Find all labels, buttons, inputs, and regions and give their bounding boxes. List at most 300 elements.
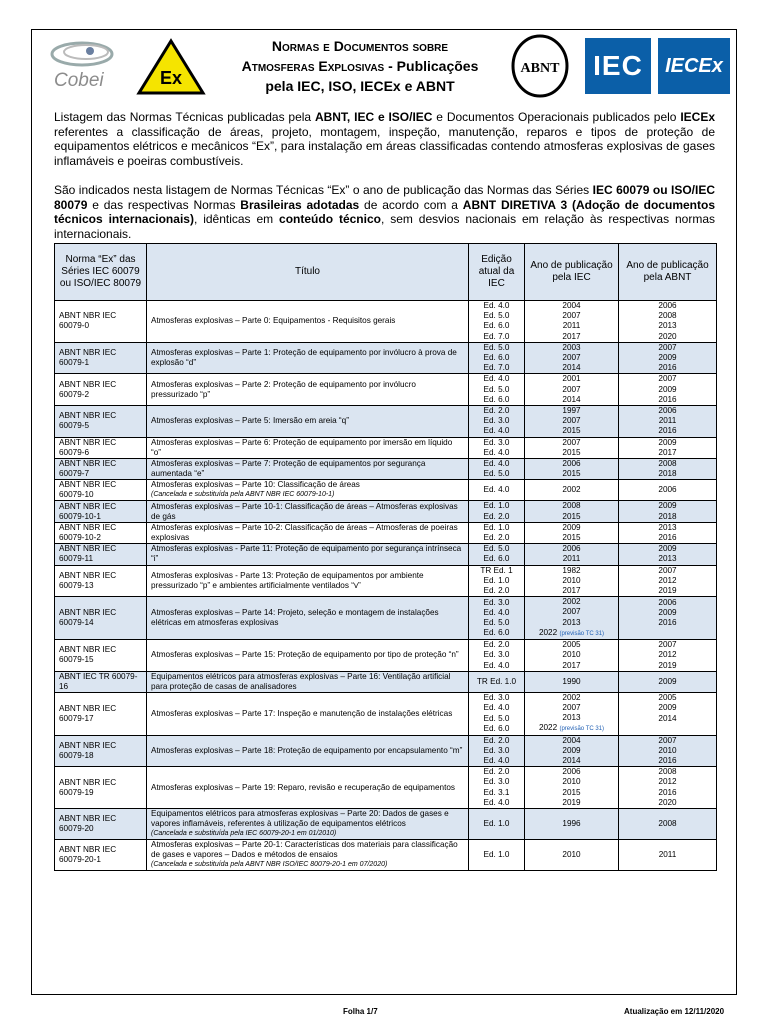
cell-ano-iec	[525, 735, 619, 767]
cell-edicao-value	[473, 618, 520, 628]
cell-norma: ABNT NBR IEC 60079-10	[55, 480, 147, 501]
cell-ano-abnt-text: 2020	[658, 331, 677, 341]
cell-ano-abnt-value	[623, 566, 712, 576]
cell-ano-iec-text: 2015	[562, 533, 581, 543]
cell-ano-abnt-value	[623, 523, 712, 533]
cell-edicao-value	[473, 661, 520, 671]
cell-ano-abnt-text: 2006	[658, 597, 677, 607]
cell-ano-abnt-text: 2008	[658, 459, 677, 469]
cell-edicao-value	[473, 798, 520, 808]
header-edicao: Edição atual da IEC	[469, 244, 525, 301]
cell-ano-abnt-text: 2009	[658, 544, 677, 554]
cell-ano-iec-value	[529, 693, 614, 703]
cell-titulo	[147, 406, 469, 438]
table-row	[55, 640, 717, 672]
ex-warning-logo	[136, 38, 206, 96]
cell-ano-iec-value	[529, 777, 614, 787]
cell-ano-iec-value	[529, 544, 614, 554]
cell-ano-abnt	[619, 522, 717, 543]
cell-edicao-text: Ed. 6.0	[483, 723, 510, 733]
cell-titulo	[147, 374, 469, 406]
cell-edicao-value	[473, 736, 520, 746]
cell-edicao-text: Ed. 2.0	[483, 533, 510, 543]
cell-ano-abnt-value	[623, 756, 712, 766]
cell-ano-iec-value	[529, 736, 614, 746]
cell-ano-abnt-value	[623, 385, 712, 395]
cell-ano-iec-value	[529, 850, 614, 860]
cell-ano-abnt-value	[623, 628, 712, 638]
cell-edicao-text: Ed. 3.0	[483, 693, 510, 703]
cell-ano-iec-text: 2015	[562, 469, 581, 479]
cell-ano-iec-text: 2022	[538, 723, 558, 733]
cell-ano-abnt-value	[623, 598, 712, 608]
cell-edicao-text: Ed. 5.0	[483, 469, 510, 479]
table-row	[55, 374, 717, 406]
cell-ano-abnt-text: 2018	[658, 469, 677, 479]
cell-ano-abnt	[619, 692, 717, 735]
cell-ano-iec-value	[529, 459, 614, 469]
cell-edicao-value	[473, 746, 520, 756]
cell-ano-abnt-value	[623, 767, 712, 777]
cell-ano-abnt-value	[623, 777, 712, 787]
cell-ano-iec-value	[529, 788, 614, 798]
cell-edicao-text: Ed. 3.1	[483, 787, 510, 797]
cell-ano-iec-text: 2013	[562, 617, 581, 627]
cell-ano-abnt-text: 2009	[658, 676, 677, 686]
cell-norma: ABNT NBR IEC 60079-14	[55, 597, 147, 640]
cell-ano-iec-text: 2007	[562, 311, 581, 321]
cell-ano-abnt-value	[623, 819, 712, 829]
titulo-text: Atmosferas explosivas – Parte 0: Equipamentos - Requisitos gerais	[151, 316, 396, 326]
table-row	[55, 480, 717, 501]
cell-ano-abnt-value	[623, 714, 712, 724]
cell-ano-iec-text: 2019	[562, 797, 581, 807]
cell-ano-abnt	[619, 480, 717, 501]
cell-ano-iec	[525, 767, 619, 809]
cell-ano-abnt-text: 2013	[658, 554, 677, 564]
cell-ano-abnt-value	[623, 724, 712, 734]
cell-ano-abnt-value	[623, 395, 712, 405]
cell-ano-abnt-value	[623, 677, 712, 687]
cell-ano-iec-text: 2006	[562, 459, 581, 469]
cell-ano-iec-value	[529, 512, 614, 522]
cell-edicao-value	[473, 485, 520, 495]
cell-edicao	[469, 692, 525, 735]
cell-edicao-text: Ed. 5.0	[483, 384, 510, 394]
page-frame	[31, 29, 737, 995]
cell-ano-abnt-value	[623, 798, 712, 808]
cell-ano-abnt-text: 2006	[658, 406, 677, 416]
cell-ano-abnt-text: 2009	[658, 607, 677, 617]
cell-ano-iec-value	[529, 723, 614, 734]
cell-titulo	[147, 640, 469, 672]
cell-ano-abnt-value	[623, 618, 712, 628]
cell-edicao	[469, 565, 525, 597]
cell-edicao	[469, 301, 525, 343]
cell-edicao-text: Ed. 4.0	[483, 301, 510, 310]
cell-ano-iec	[525, 342, 619, 374]
cell-ano-abnt-text: 2007	[658, 735, 677, 745]
cell-ano-iec-value	[529, 703, 614, 713]
cell-edicao-text: Ed. 3.0	[483, 597, 510, 607]
cell-edicao-text: Ed. 4.0	[483, 703, 510, 713]
cell-edicao-value	[473, 426, 520, 436]
cell-edicao-value	[473, 353, 520, 363]
cell-edicao	[469, 808, 525, 839]
titulo-text: Atmosferas explosivas – Parte 18: Proteção de equipamento por encapsulamento “m”	[151, 745, 463, 755]
cell-ano-iec-value	[529, 767, 614, 777]
table-row	[55, 522, 717, 543]
cell-ano-iec-value	[529, 385, 614, 395]
cell-ano-iec-text: 2003	[562, 342, 581, 352]
cell-edicao	[469, 640, 525, 672]
cell-ano-abnt-value	[623, 374, 712, 384]
cell-ano-abnt-text: 2009	[658, 384, 677, 394]
titulo-text: Atmosferas explosivas – Parte 20-1: Características dos materiais para classificação de gases e vapores – Dados e métodos de ensaios	[151, 839, 458, 859]
cell-ano-abnt-text: 2016	[658, 426, 677, 436]
table-row	[55, 839, 717, 870]
cell-ano-abnt	[619, 374, 717, 406]
table-row	[55, 597, 717, 640]
cell-titulo	[147, 437, 469, 458]
cell-ano-abnt-text: 2008	[658, 818, 677, 828]
cell-ano-iec-text: 2002	[562, 597, 581, 607]
cell-edicao-text: Ed. 7.0	[483, 363, 510, 373]
cell-ano-abnt-value	[623, 438, 712, 448]
titulo-note: (Cancelada e substituída pela ABNT NBR IEC 60079-10-1)	[151, 491, 335, 499]
cell-ano-abnt-value	[623, 586, 712, 596]
cobei-logo	[46, 38, 126, 94]
cell-ano-iec-text: 2017	[562, 586, 581, 596]
cell-edicao-text: Ed. 4.0	[483, 374, 510, 384]
cell-ano-abnt-text: 2012	[658, 575, 677, 585]
cell-ano-abnt-text: 2005	[658, 693, 677, 703]
cell-norma: ABNT NBR IEC 60079-19	[55, 767, 147, 809]
cell-ano-iec-text: 2007	[562, 353, 581, 363]
cell-edicao-value	[473, 395, 520, 405]
cell-ano-iec-value	[529, 343, 614, 353]
titulo-text: Atmosferas explosivas – Parte 2: Proteção de equipamento por invólucro pressurizado “p”	[151, 379, 416, 399]
page-number: Folha 1/7	[343, 1007, 378, 1016]
titulo-text: Atmosferas explosivas - Parte 13: Proteção de equipamentos por ambiente pressurizado “p” e ambientes artificialmente ventilados “v”	[151, 570, 424, 590]
cell-edicao-value	[473, 650, 520, 660]
table-row	[55, 692, 717, 735]
cell-edicao-text: Ed. 4.0	[483, 485, 510, 495]
cell-ano-abnt-text: 2014	[658, 713, 677, 723]
intro-segment: e Documentos Operacionais publicados pelo	[432, 110, 681, 124]
cell-ano-iec	[525, 565, 619, 597]
cell-ano-iec-value	[529, 819, 614, 829]
table-row	[55, 808, 717, 839]
cell-ano-abnt-value	[623, 485, 712, 495]
cell-titulo	[147, 671, 469, 692]
cell-norma: ABNT NBR IEC 60079-20	[55, 808, 147, 839]
cell-ano-iec	[525, 301, 619, 343]
cell-ano-iec-value	[529, 554, 614, 564]
cell-ano-iec	[525, 437, 619, 458]
cell-norma: ABNT NBR IEC 60079-0	[55, 301, 147, 343]
cell-ano-iec-value	[529, 416, 614, 426]
abnt-logo	[510, 34, 570, 98]
cell-edicao-text: Ed. 2.0	[483, 640, 510, 650]
cell-edicao-value	[473, 469, 520, 479]
intro-segment: , idênticas em	[193, 212, 280, 226]
cell-ano-abnt-value	[623, 554, 712, 564]
cell-titulo	[147, 459, 469, 480]
cell-ano-iec-text: 2007	[562, 384, 581, 394]
cell-titulo	[147, 735, 469, 767]
cell-ano-abnt-text: 2006	[658, 301, 677, 310]
cell-ano-abnt-text: 2011	[658, 416, 677, 426]
cell-edicao-value	[473, 343, 520, 353]
cell-ano-abnt-text: 2019	[658, 586, 677, 596]
cell-norma: ABNT NBR IEC 60079-18	[55, 735, 147, 767]
cell-ano-abnt-text: 2012	[658, 777, 677, 787]
table-row	[55, 406, 717, 438]
cell-edicao-text: Ed. 4.0	[483, 797, 510, 807]
titulo-text: Atmosferas explosivas – Parte 7: Proteção de equipamentos por segurança aumentada “e”	[151, 459, 426, 479]
cell-edicao-text: Ed. 2.0	[483, 511, 510, 521]
cell-edicao-text: Ed. 2.0	[483, 735, 510, 745]
ex-triangle-icon	[136, 38, 206, 96]
abnt-oval-icon	[510, 34, 570, 98]
cell-norma: ABNT NBR IEC 60079-1	[55, 342, 147, 374]
cobei-logo-text: Cobei	[54, 70, 104, 91]
cell-edicao-text: Ed. 5.0	[483, 713, 510, 723]
cell-norma: ABNT NBR IEC 60079-2	[55, 374, 147, 406]
cell-norma: ABNT NBR IEC 60079-20-1	[55, 839, 147, 870]
cell-ano-iec-text: 2001	[562, 374, 581, 384]
cell-edicao-value	[473, 332, 520, 342]
cell-edicao	[469, 839, 525, 870]
cell-edicao-text: Ed. 1.0	[483, 575, 510, 585]
cell-ano-iec-text: 2007	[562, 702, 581, 712]
table-row	[55, 501, 717, 522]
cell-titulo	[147, 480, 469, 501]
cell-ano-abnt-text: 2007	[658, 565, 677, 575]
cell-ano-abnt-value	[623, 311, 712, 321]
cell-edicao	[469, 406, 525, 438]
cell-edicao-text: Ed. 3.0	[483, 650, 510, 660]
cell-ano-iec	[525, 501, 619, 522]
cell-edicao-text: Ed. 3.0	[483, 416, 510, 426]
header-norma: Norma “Ex” das Séries IEC 60079 ou ISO/IEC 80079	[55, 244, 147, 301]
cell-edicao-text: Ed. 1.0	[483, 818, 510, 828]
cell-ano-iec-text: 2010	[562, 650, 581, 660]
title-line-2a: Atmosferas Explosivas	[241, 58, 385, 74]
cell-ano-abnt-value	[623, 416, 712, 426]
cell-edicao-text: Ed. 6.0	[483, 628, 510, 638]
cell-edicao-text: Ed. 3.0	[483, 777, 510, 787]
table-row	[55, 437, 717, 458]
cell-ano-iec-value	[529, 713, 614, 723]
cell-edicao-value	[473, 756, 520, 766]
cell-ano-iec-text: 2014	[562, 394, 581, 404]
cell-ano-iec-value	[529, 533, 614, 543]
cell-ano-iec	[525, 597, 619, 640]
cell-edicao-text: Ed. 3.0	[483, 437, 510, 447]
cell-ano-iec	[525, 808, 619, 839]
cell-ano-abnt-text: 2016	[658, 755, 677, 765]
cell-edicao	[469, 480, 525, 501]
cell-ano-iec-text: 2008	[562, 501, 581, 511]
cell-ano-iec-text: 2015	[562, 447, 581, 457]
cell-ano-abnt	[619, 459, 717, 480]
cell-ano-iec-value	[529, 746, 614, 756]
cell-edicao-text: Ed. 6.0	[483, 321, 510, 331]
cell-norma: ABNT NBR IEC 60079-7	[55, 459, 147, 480]
cell-edicao-value	[473, 640, 520, 650]
cell-edicao-value	[473, 586, 520, 596]
cell-ano-iec-text: 2010	[562, 575, 581, 585]
cell-ano-abnt-value	[623, 640, 712, 650]
norms-table	[54, 243, 717, 871]
cell-edicao-text: Ed. 4.0	[483, 459, 510, 469]
header-titulo: Título	[147, 244, 469, 301]
cell-ano-abnt-text: 2016	[658, 618, 677, 628]
intro-segment: IEC 60079 ou ISO/IEC 80079	[54, 183, 716, 212]
cell-edicao-text: Ed. 1.0	[483, 849, 510, 859]
cell-ano-abnt-text: 2011	[658, 849, 677, 859]
cell-edicao-text: Ed. 1.0	[483, 522, 510, 532]
cell-titulo	[147, 839, 469, 870]
cell-ano-abnt-text: 2009	[658, 353, 677, 363]
cell-edicao-text: Ed. 5.0	[483, 311, 510, 321]
cell-ano-iec-text: 2005	[562, 640, 581, 650]
title-line-1: Normas e Documentos sobre	[271, 38, 449, 54]
cell-edicao-value	[473, 554, 520, 564]
intro-segment: e das respectivas Normas	[87, 197, 241, 212]
cell-edicao-value	[473, 501, 520, 511]
cell-ano-iec-text: 2006	[562, 767, 581, 777]
cell-edicao-value	[473, 767, 520, 777]
cell-edicao-text: Ed. 4.0	[483, 660, 510, 670]
cell-ano-iec-value	[529, 586, 614, 596]
table-body	[55, 301, 717, 871]
intro-segment: referentes a classificação de áreas, projeto, montagem, inspeção, manutenção, reparos e tipos de proteção de equipamentos elétricos e mecânicos “Ex”, para instalação em áreas classificadas contendo atmosferas explosivas de gases inflamáveis e poeiras combustíveis.	[54, 124, 715, 168]
cell-ano-abnt	[619, 437, 717, 458]
cell-edicao	[469, 437, 525, 458]
cell-ano-iec-text: 2002	[562, 485, 581, 495]
cell-edicao-text: Ed. 4.0	[483, 755, 510, 765]
cell-norma: ABNT NBR IEC 60079-5	[55, 406, 147, 438]
table-row	[55, 342, 717, 374]
cell-ano-abnt-value	[623, 363, 712, 373]
cell-ano-abnt-value	[623, 426, 712, 436]
cell-ano-iec-value	[529, 426, 614, 436]
cell-ano-abnt-value	[623, 576, 712, 586]
cell-ano-iec-value	[529, 607, 614, 617]
cell-ano-iec	[525, 839, 619, 870]
cell-ano-abnt-value	[623, 703, 712, 713]
table-row	[55, 544, 717, 565]
cell-ano-abnt	[619, 565, 717, 597]
cell-ano-iec-value	[529, 332, 614, 342]
cell-ano-abnt-text: 2009	[658, 703, 677, 713]
cell-edicao-value	[473, 714, 520, 724]
cell-ano-iec-text: 2002	[562, 692, 581, 702]
cell-ano-iec	[525, 374, 619, 406]
cell-ano-abnt-text: 2008	[658, 767, 677, 777]
titulo-text: Atmosferas explosivas – Parte 5: Imersão em areia “q”	[151, 416, 349, 426]
cell-edicao-value	[473, 788, 520, 798]
cell-ano-iec-text: 2017	[562, 660, 581, 670]
cell-ano-iec-text: 2011	[562, 554, 581, 564]
cell-ano-iec-value	[529, 756, 614, 766]
cell-ano-abnt	[619, 767, 717, 809]
cell-ano-abnt-text: 2016	[658, 363, 677, 373]
cell-ano-iec	[525, 671, 619, 692]
cell-ano-iec-value	[529, 311, 614, 321]
cell-ano-iec-value	[529, 501, 614, 511]
cell-ano-iec	[525, 480, 619, 501]
intro-segment: ABNT, IEC e ISO/IEC	[314, 110, 433, 124]
cell-titulo	[147, 565, 469, 597]
header-ano-abnt: Ano de publicação pela ABNT	[619, 244, 717, 301]
cell-edicao-text: Ed. 6.0	[483, 394, 510, 404]
cell-ano-iec-value	[529, 406, 614, 416]
cell-edicao-text: TR Ed. 1	[480, 565, 513, 575]
cell-edicao-text: TR Ed. 1.0	[476, 676, 517, 686]
cell-edicao-value	[473, 703, 520, 713]
intro-paragraph-2	[54, 183, 715, 241]
cell-ano-iec-text: 1996	[562, 818, 581, 828]
cell-ano-abnt-text: 2016	[658, 394, 677, 404]
cell-edicao-text: Ed. 5.0	[483, 342, 510, 352]
cell-ano-abnt-value	[623, 788, 712, 798]
cell-edicao-text: Ed. 4.0	[483, 447, 510, 457]
cell-edicao	[469, 671, 525, 692]
cell-ano-iec-value	[529, 628, 614, 639]
cell-edicao-value	[473, 819, 520, 829]
table-row	[55, 671, 717, 692]
cell-ano-abnt-text: 2020	[658, 797, 677, 807]
cell-edicao-text: Ed. 5.0	[483, 618, 510, 628]
titulo-text: Atmosferas explosivas - Parte 11: Proteção de equipamento por segurança intrínseca “i”	[151, 544, 462, 564]
cell-ano-abnt	[619, 808, 717, 839]
cell-ano-abnt-text: 2007	[658, 640, 677, 650]
cell-titulo	[147, 767, 469, 809]
titulo-text: Atmosferas explosivas – Parte 10-1: Classificação de áreas – Atmosferas explosivas de gás	[151, 501, 458, 521]
cell-ano-abnt	[619, 671, 717, 692]
cell-ano-abnt-value	[623, 343, 712, 353]
cell-ano-iec-value	[529, 438, 614, 448]
cell-edicao-value	[473, 416, 520, 426]
intro-segment: conteúdo técnico	[279, 212, 381, 226]
cell-ano-abnt-value	[623, 608, 712, 618]
cell-ano-iec-value	[529, 640, 614, 650]
cell-edicao-value	[473, 523, 520, 533]
cell-ano-iec-text: 1990	[562, 676, 581, 686]
table-header-row	[55, 244, 717, 301]
cell-edicao	[469, 544, 525, 565]
cell-ano-abnt-text: 2012	[658, 650, 677, 660]
cell-edicao-value	[473, 850, 520, 860]
cell-ano-iec-text: 2015	[562, 426, 581, 436]
cell-ano-abnt-value	[623, 332, 712, 342]
forecast-note: (previsão TC 31)	[559, 726, 605, 733]
cell-edicao-text: Ed. 2.0	[483, 767, 510, 777]
cell-edicao-text: Ed. 1.0	[483, 501, 510, 511]
cell-norma: ABNT NBR IEC 60079-15	[55, 640, 147, 672]
cell-ano-abnt	[619, 597, 717, 640]
cell-ano-abnt-text: 2013	[658, 522, 677, 532]
cell-edicao-value	[473, 363, 520, 373]
cell-ano-iec	[525, 459, 619, 480]
intro-segment: , sem desvios nacionais em relação às respectivas normas internacionais.	[54, 212, 716, 241]
cell-ano-abnt-value	[623, 746, 712, 756]
cell-ano-abnt-value	[623, 469, 712, 479]
